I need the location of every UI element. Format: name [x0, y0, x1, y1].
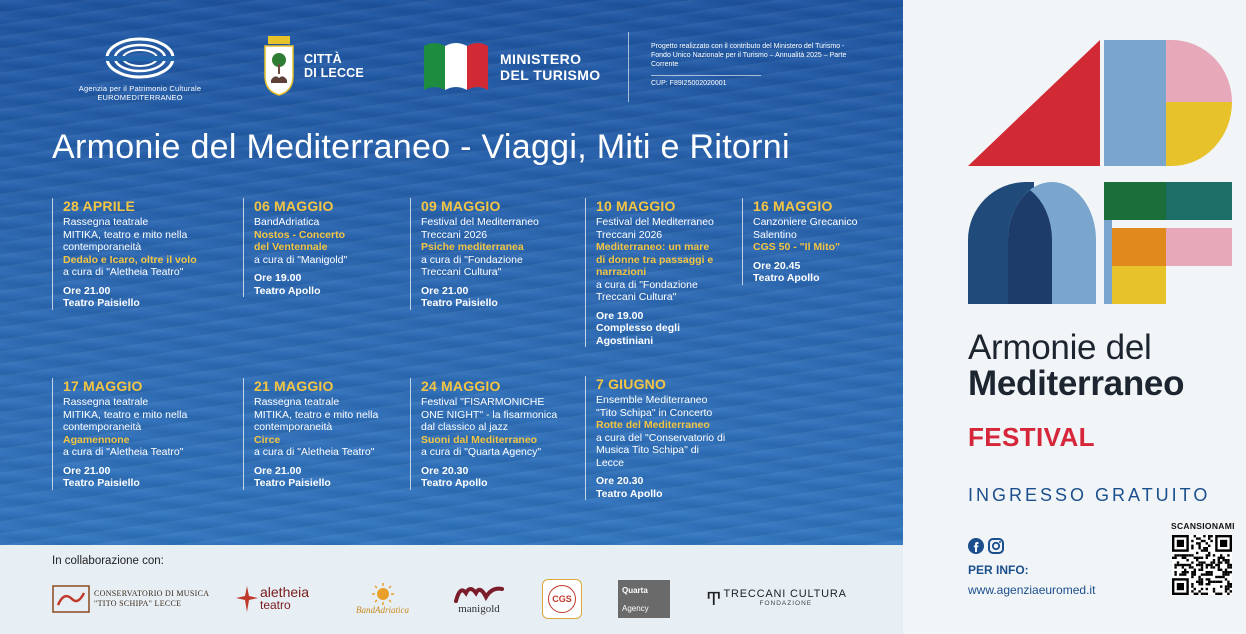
event-date: 17 MAGGIO — [63, 378, 143, 394]
event-time: Ore 20.30 — [596, 475, 644, 487]
event-item — [410, 378, 570, 490]
event-title: Suoni dal Mediterraneo — [421, 433, 538, 446]
event-curator: Lecce — [596, 456, 625, 469]
event-venue: Teatro Apollo — [753, 272, 820, 284]
event-curator: a cura di "Aletheia Teatro" — [254, 446, 375, 458]
event-description: contemporaneità — [254, 421, 333, 433]
event-date: 10 MAGGIO — [596, 198, 676, 214]
event-title: Mediterraneo: un mare — [596, 241, 710, 253]
event-time: Ore 21.00 — [63, 464, 111, 477]
conservatorio-line1: CONSERVATORIO DI MUSICA — [94, 589, 210, 598]
aletheia-line2: teatro — [260, 598, 291, 612]
ministry-name-line1: MINISTERO — [500, 51, 582, 67]
event-curator: a cura di "Fondazione — [596, 278, 698, 291]
cgs-badge: CGS — [548, 585, 576, 613]
event-description: BandAdriatica — [254, 216, 320, 228]
event-venue: Teatro Paisiello — [63, 297, 140, 309]
event-time: Ore 21.00 — [421, 284, 469, 297]
event-venue: Teatro Paisiello — [254, 477, 331, 489]
treccani-t-icon: Ͳ — [706, 588, 722, 609]
event-time: Ore 19.00 — [596, 309, 644, 322]
event-time: Ore 19.00 — [254, 272, 302, 284]
event-curator: a cura di "Manigold" — [254, 253, 348, 266]
festival-logo-mark-icon — [968, 40, 1233, 306]
event-title: Circe — [254, 433, 281, 446]
event-title: di donne tra passaggi e — [596, 253, 714, 266]
event-description: ONE NIGHT" - la fisarmonica — [421, 408, 558, 421]
event-curator: a cura di "Fondazione — [421, 253, 523, 266]
event-date: 06 MAGGIO — [254, 198, 334, 214]
event-curator: Treccani Cultura" — [421, 266, 502, 278]
treccani-line2: FONDAZIONE — [759, 600, 813, 607]
bandadriatica-name: BandAdriatica — [356, 605, 409, 615]
event-description: Festival del Mediterraneo — [421, 216, 539, 228]
event-item — [410, 198, 570, 310]
info-url-link[interactable]: www.agenziaeuromed.it — [968, 583, 1096, 597]
event-time: Ore 20.45 — [753, 259, 801, 272]
festival-name-line2: Mediterraneo — [968, 364, 1185, 403]
event-description: contemporaneità — [63, 421, 142, 433]
event-description: Treccani 2026 — [421, 228, 488, 241]
event-title: Nostos - Concerto — [254, 228, 346, 241]
event-title: Rotte del Mediterraneo — [596, 419, 710, 431]
agency-emblem-icon — [105, 36, 175, 80]
event-venue: Teatro Apollo — [596, 487, 663, 500]
event-time: Ore 21.00 — [254, 464, 302, 477]
event-item — [585, 376, 735, 500]
ministry-logo — [424, 38, 601, 96]
manigold-mark-icon — [452, 583, 506, 603]
facebook-icon[interactable] — [968, 538, 984, 559]
event-description: Canzoniere Grecanico — [753, 216, 858, 228]
event-title: Agamennone — [63, 433, 130, 446]
info-label: PER INFO: — [968, 563, 1029, 577]
event-description: "Tito Schipa" in Concerto — [596, 406, 713, 419]
event-time: Ore 21.00 — [63, 284, 111, 297]
conservatorio-line2: "TITO SCHIPA" LECCE — [94, 599, 182, 608]
festival-brand-panel — [903, 0, 1246, 634]
event-date: 28 APRILE — [63, 198, 136, 214]
event-description: MITIKA, teatro e mito nella — [254, 408, 379, 421]
partner-treccani — [706, 575, 847, 623]
event-venue: Teatro Apollo — [421, 477, 488, 489]
event-date: 7 GIUGNO — [596, 376, 667, 392]
event-venue: Teatro Paisiello — [63, 477, 140, 489]
event-item — [52, 378, 217, 490]
aletheia-line1: aletheia — [260, 584, 310, 600]
event-title: del Ventennale — [254, 241, 328, 253]
festival-label: FESTIVAL — [968, 422, 1095, 452]
partner-cgs — [542, 575, 582, 623]
cup-code: CUP: F89I25002020001 — [651, 75, 761, 88]
treccani-line1: TRECCANI CULTURA — [723, 588, 847, 600]
manigold-name: manigold — [458, 603, 500, 615]
conservatorio-logo-icon — [52, 585, 90, 613]
event-date: 16 MAGGIO — [753, 198, 833, 214]
aletheia-logo-icon — [234, 584, 260, 614]
collaboration-strip — [0, 545, 903, 634]
header-divider — [628, 32, 629, 102]
italy-flag-icon — [424, 38, 488, 96]
ministry-name-line2: DEL TURISMO — [500, 67, 601, 83]
agency-name-line2: EUROMEDITERRANEO — [97, 93, 183, 102]
event-item — [742, 198, 872, 285]
event-description: Rassegna teatrale — [63, 216, 149, 228]
event-item — [243, 378, 393, 490]
event-description: contemporaneità — [63, 241, 142, 253]
event-description: Treccani 2026 — [596, 228, 663, 241]
event-item — [243, 198, 393, 297]
event-description: Salentino — [753, 228, 797, 241]
lecce-crest-icon — [262, 36, 296, 96]
quarta-line2: Agency — [622, 604, 649, 613]
event-venue: Teatro Apollo — [254, 284, 321, 297]
event-description: Rassegna teatrale — [254, 396, 340, 408]
event-curator: a cura di "Quarta Agency" — [421, 446, 542, 458]
event-curator: Treccani Cultura" — [596, 291, 677, 303]
partner-aletheia — [234, 575, 309, 623]
instagram-icon[interactable] — [988, 538, 1004, 559]
partner-conservatorio — [52, 575, 209, 623]
event-venue: Teatro Paisiello — [421, 297, 498, 309]
collab-label: In collaborazione con: — [52, 555, 164, 567]
event-title: Dedalo e Icaro, oltre il volo — [63, 253, 197, 266]
event-item — [585, 198, 725, 347]
event-description: MITIKA, teatro e mito nella — [63, 228, 188, 241]
main-title: Armonie del Mediterraneo - Viaggi, Miti e Ritorni — [52, 128, 790, 166]
qr-code[interactable] — [1172, 535, 1232, 595]
event-description: Festival del Mediterraneo — [596, 216, 714, 228]
event-title: narrazioni — [596, 266, 647, 278]
social-links — [968, 538, 1004, 559]
event-item — [52, 198, 217, 310]
lecce-name-line1: CITTÀ — [304, 52, 342, 66]
event-curator: a cura di "Aletheia Teatro" — [63, 266, 184, 278]
lecce-name-line2: DI LECCE — [304, 66, 364, 80]
event-venue: Complesso degli — [596, 322, 681, 334]
event-venue: Agostiniani — [596, 334, 654, 347]
event-curator: a cura del "Conservatorio di — [596, 431, 726, 444]
lecce-logo — [262, 36, 364, 96]
event-title: CGS 50 - "Il Mito" — [753, 241, 840, 253]
event-description: dal classico al jazz — [421, 421, 508, 433]
event-date: 09 MAGGIO — [421, 198, 501, 214]
event-description: MITIKA, teatro e mito nella — [63, 408, 188, 421]
festival-name-line1: Armonie del — [968, 328, 1152, 367]
partner-bandadriatica — [356, 575, 409, 623]
partner-manigold — [452, 575, 506, 623]
free-entry-label: INGRESSO GRATUITO — [968, 485, 1211, 505]
event-date: 24 MAGGIO — [421, 378, 501, 394]
partner-quarta — [618, 575, 670, 623]
quarta-line1: Quarta — [622, 586, 648, 595]
event-description: Rassegna teatrale — [63, 396, 149, 408]
event-time: Ore 20.30 — [421, 464, 469, 477]
project-note-text: Progetto realizzato con il contributo del Ministero del Turismo - Fondo Unico Nazionale per il Turismo – Annualità 2025 – Parte Corrente — [651, 43, 847, 68]
scan-label: SCANSIONAMI — [1171, 521, 1235, 531]
event-title: Psiche mediterranea — [421, 241, 524, 253]
festival-name — [968, 330, 1184, 402]
event-date: 21 MAGGIO — [254, 378, 334, 394]
event-description: Festival "FISARMONICHE — [421, 396, 545, 408]
agency-logo — [50, 36, 230, 102]
agency-name-line1: Agenzia per il Patrimonio Culturale — [78, 84, 202, 93]
event-description: Ensemble Mediterraneo — [596, 394, 708, 406]
sun-icon — [370, 583, 396, 605]
project-note — [651, 42, 851, 88]
event-curator: a cura di "Aletheia Teatro" — [63, 446, 184, 458]
event-curator: Musica Tito Schipa" di — [596, 444, 699, 456]
